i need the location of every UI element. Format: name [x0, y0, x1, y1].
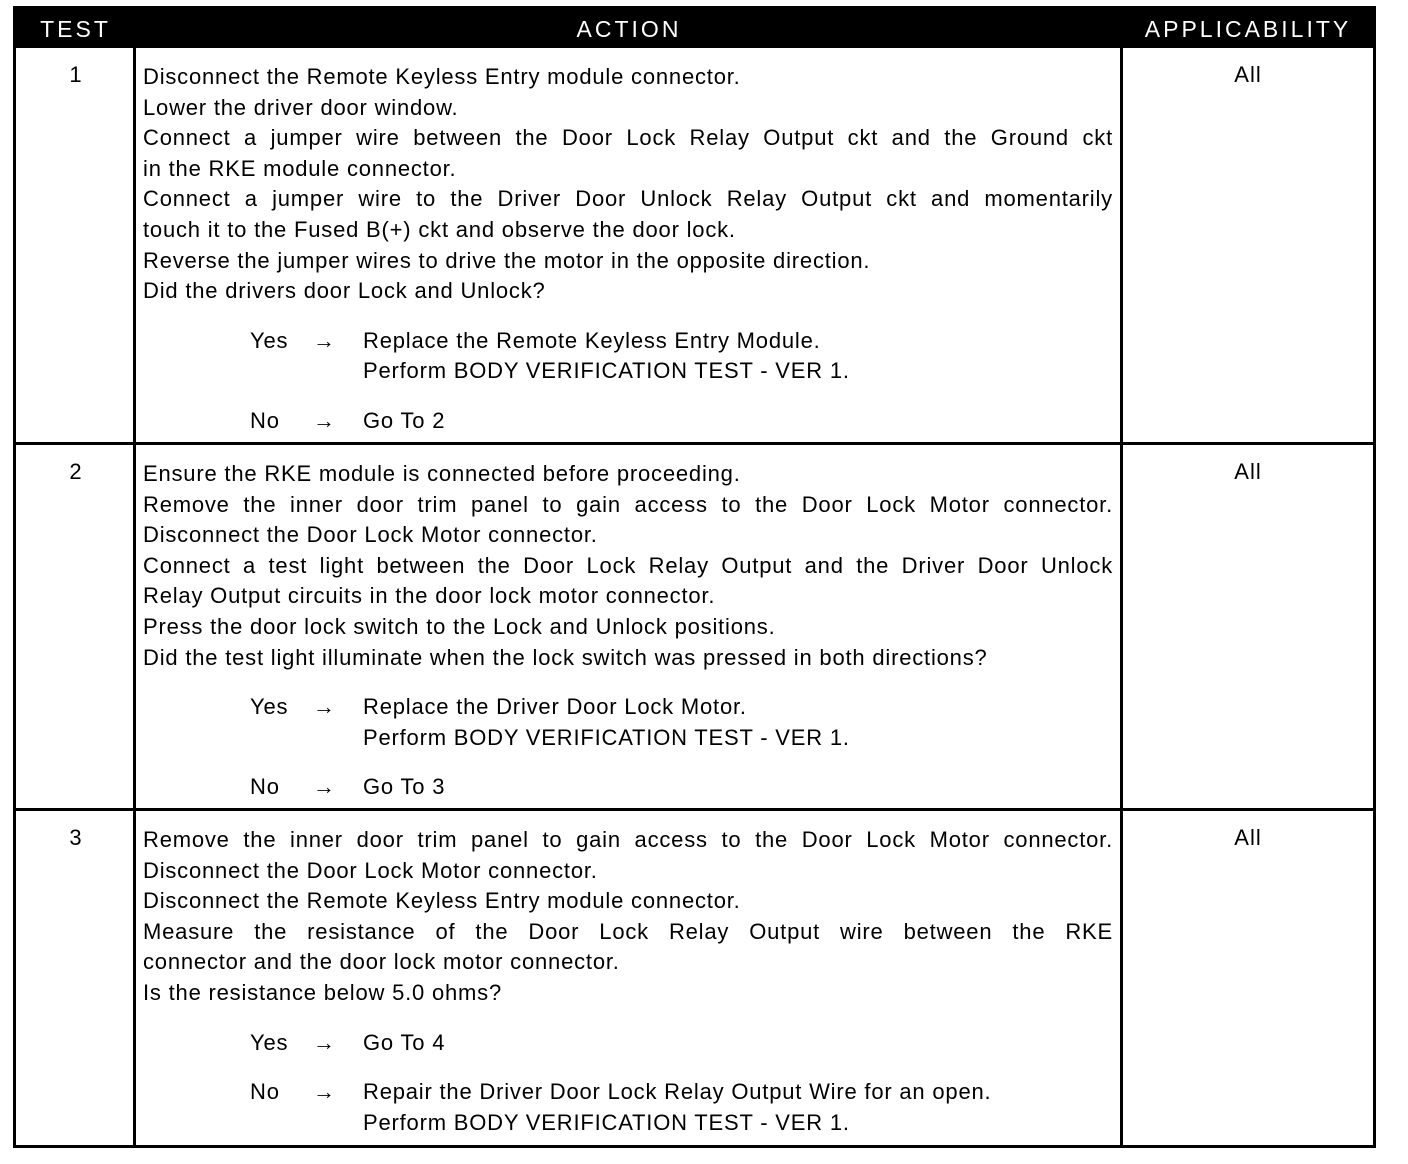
applicability-value: All: [1234, 825, 1262, 850]
yes-label: Yes: [250, 327, 289, 353]
diagnostic-test-table: [13, 6, 1376, 1148]
action-line: Disconnect the Remote Keyless Entry module connector.: [143, 64, 741, 89]
yes-outcome: [143, 692, 1113, 753]
action-line: Connect a jumper wire between the Door Lock Relay Output ckt and the Ground ckt: [143, 125, 1113, 151]
arrow-icon: →: [313, 694, 336, 720]
test-number: 1: [69, 62, 83, 87]
outcome-line: Go To 4: [363, 1029, 446, 1055]
test-number: 3: [69, 825, 83, 850]
row-divider-1: [16, 442, 1373, 445]
action-line: Did the drivers door Lock and Unlock?: [143, 278, 546, 304]
action-line: Ensure the RKE module is connected before proceeding.: [143, 461, 741, 486]
no-label: No: [250, 774, 280, 800]
outcome-line: Repair the Driver Door Lock Relay Output Wire for an open.: [363, 1079, 992, 1105]
outcome-line: Replace the Driver Door Lock Motor.: [363, 694, 747, 720]
action-line: Connect a jumper wire to the Driver Door Unlock Relay Output ckt and momentarily: [143, 186, 1113, 212]
action-line: Remove the inner door trim panel to gain access to the Door Lock Motor connector.: [143, 827, 1113, 852]
no-outcome: [143, 772, 1113, 803]
arrow-icon: →: [313, 327, 336, 353]
header-action: ACTION: [576, 16, 682, 42]
action-line: Lower the driver door window.: [143, 94, 459, 120]
arrow-icon: →: [313, 1029, 336, 1055]
action-line: Press the door lock switch to the Lock and Unlock positions.: [143, 613, 776, 639]
action-cell: [143, 825, 1113, 1138]
arrow-icon: →: [313, 774, 336, 800]
action-cell: [143, 62, 1113, 437]
yes-label: Yes: [250, 1029, 289, 1055]
action-line: Did the test light illuminate when the lock switch was pressed in both directions?: [143, 644, 988, 670]
yes-outcome: [143, 326, 1113, 387]
outcome-line: Perform BODY VERIFICATION TEST - VER 1.: [363, 358, 850, 384]
action-line: connector and the door lock motor connector.: [143, 949, 620, 975]
action-line: Disconnect the Door Lock Motor connector.: [143, 857, 598, 883]
no-label: No: [250, 1079, 280, 1105]
action-line: Disconnect the Remote Keyless Entry module connector.: [143, 888, 741, 914]
action-line: Disconnect the Door Lock Motor connector.: [143, 522, 598, 548]
arrow-icon: →: [313, 1079, 336, 1105]
arrow-icon: →: [313, 407, 336, 433]
outcome-line: Go To 3: [363, 774, 446, 800]
action-line: Relay Output circuits in the door lock motor connector.: [143, 583, 716, 609]
yes-label: Yes: [250, 694, 289, 720]
action-cell: [143, 459, 1113, 803]
yes-outcome: [143, 1028, 1113, 1059]
column-divider-test: [133, 48, 136, 1145]
outcome-line: Perform BODY VERIFICATION TEST - VER 1.: [363, 724, 850, 750]
no-outcome: [143, 406, 1113, 437]
no-label: No: [250, 407, 280, 433]
row-divider-2: [16, 808, 1373, 811]
header-test: TEST: [40, 16, 111, 42]
applicability-value: All: [1234, 459, 1262, 484]
action-line: in the RKE module connector.: [143, 155, 457, 181]
applicability-value: All: [1234, 62, 1262, 87]
outcome-line: Perform BODY VERIFICATION TEST - VER 1.: [363, 1109, 850, 1135]
outcome-line: Go To 2: [363, 407, 446, 433]
action-line: Measure the resistance of the Door Lock Relay Output wire between the RKE: [143, 918, 1113, 944]
action-line: touch it to the Fused B(+) ckt and observe the door lock.: [143, 216, 736, 242]
column-divider-applicability: [1120, 48, 1123, 1145]
action-line: Remove the inner door trim panel to gain access to the Door Lock Motor connector.: [143, 491, 1113, 517]
action-line: Is the resistance below 5.0 ohms?: [143, 979, 503, 1005]
action-line: Reverse the jumper wires to drive the motor in the opposite direction.: [143, 247, 871, 273]
table-header: [16, 9, 1373, 48]
test-number: 2: [69, 459, 83, 484]
outcome-line: Replace the Remote Keyless Entry Module.: [363, 327, 821, 353]
header-applicability: APPLICABILITY: [1144, 16, 1352, 42]
no-outcome: [143, 1077, 1113, 1138]
action-line: Connect a test light between the Door Lock Relay Output and the Driver Door Unlock: [143, 552, 1113, 578]
